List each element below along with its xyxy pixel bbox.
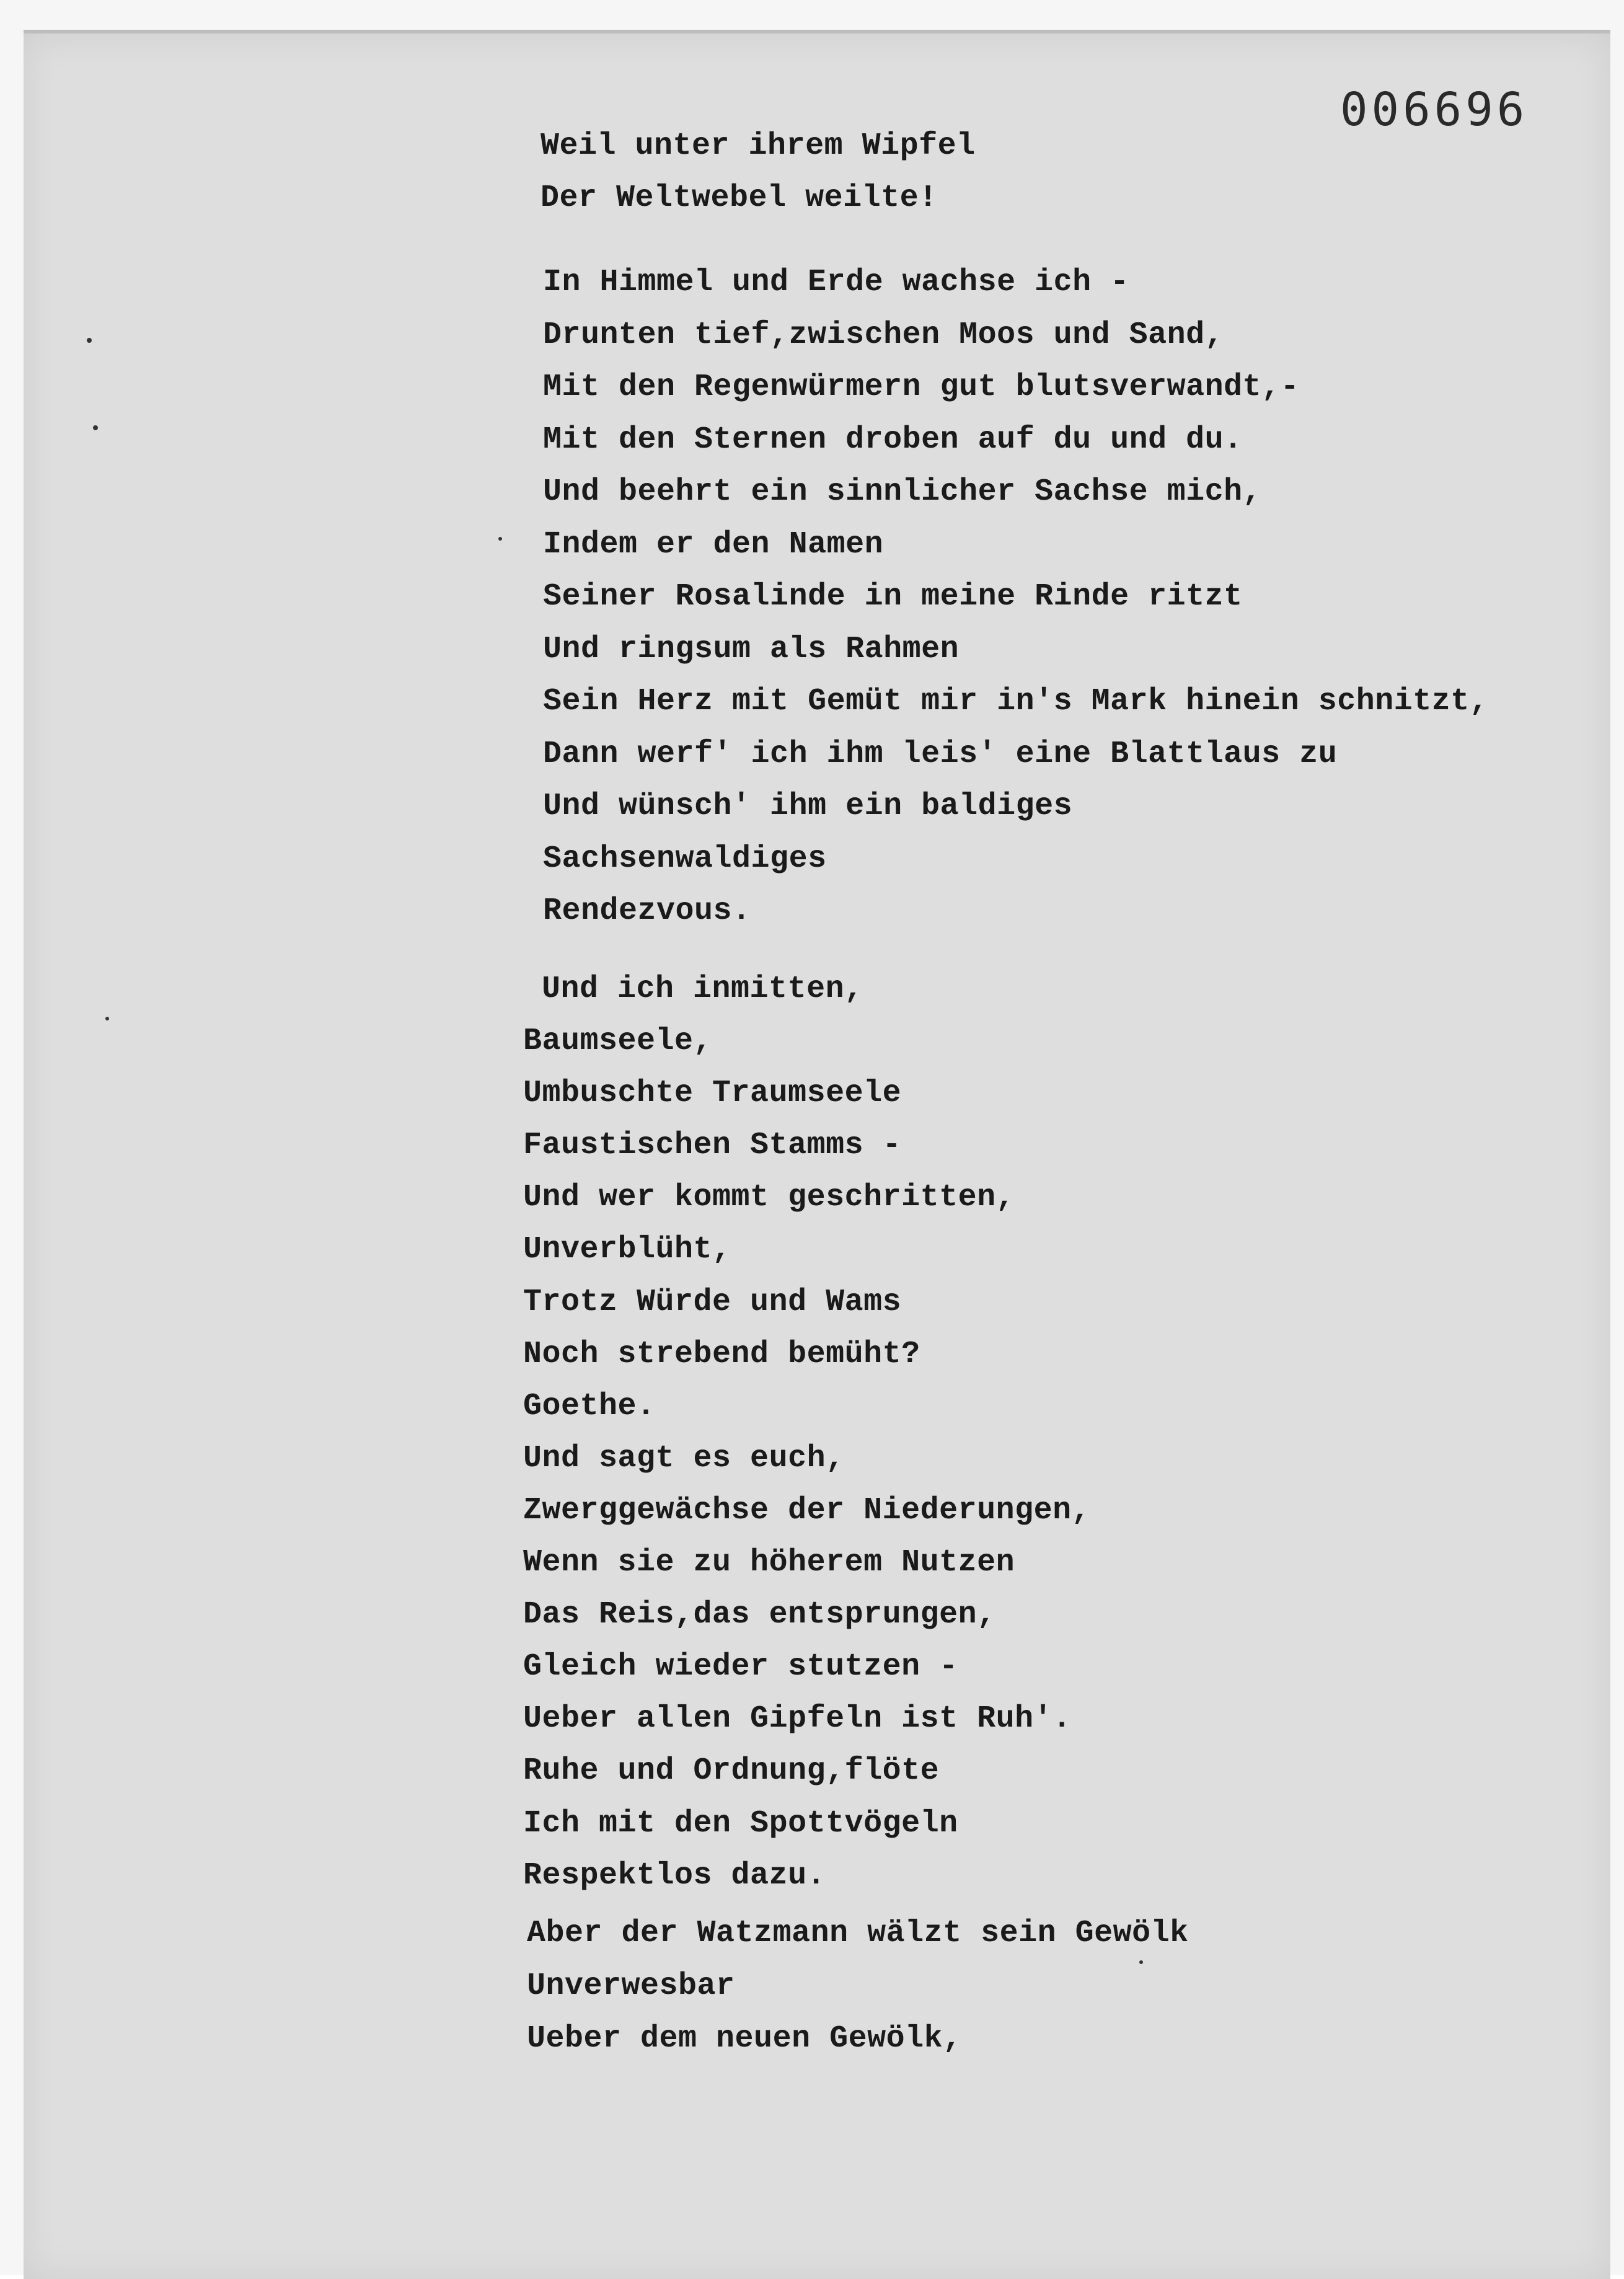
scan-speck xyxy=(498,537,502,541)
poem-line: Aber der Watzmann wälzt sein Gewölk xyxy=(527,1916,1189,1951)
poem-line: Dann werf' ich ihm leis' eine Blattlaus zu xyxy=(543,736,1338,772)
poem-line: Baumseele, xyxy=(523,1024,713,1060)
poem-line: Und wünsch' ihm ein baldiges xyxy=(543,789,1073,824)
scan-speck xyxy=(93,425,98,430)
poem-line: Wenn sie zu höherem Nutzen xyxy=(523,1545,1015,1581)
poem-line: Zwerggewächse der Niederungen, xyxy=(523,1492,1091,1528)
scan-speck xyxy=(1139,1960,1143,1964)
stanza-2 xyxy=(543,257,1488,938)
poem-line: Das Reis,das entsprungen, xyxy=(523,1597,996,1633)
scan-speck xyxy=(105,1017,109,1020)
poem-line: Faustischen Stamms - xyxy=(523,1128,902,1164)
stanza-3 xyxy=(523,963,1090,1902)
poem-line: Der Weltwebel weilte! xyxy=(541,180,938,216)
poem-line: Respektlos dazu. xyxy=(523,1857,826,1893)
poem-line: Und beehrt ein sinnlicher Sachse mich, xyxy=(543,474,1262,510)
poem-line: Unverwesbar xyxy=(527,1968,735,2004)
poem-line: Noch strebend bemüht? xyxy=(523,1336,920,1372)
poem-line: Sein Herz mit Gemüt mir in's Mark hinein schnitzt, xyxy=(543,684,1489,719)
poem-line: Goethe. xyxy=(523,1388,656,1424)
poem-line: In Himmel und Erde wachse ich - xyxy=(543,265,1129,300)
poem-line: Und ringsum als Rahmen xyxy=(543,631,960,667)
poem-line: Ruhe und Ordnung,flöte xyxy=(523,1753,940,1789)
poem-line: Gleich wieder stutzen - xyxy=(523,1649,958,1685)
poem-line: Drunten tief,zwischen Moos und Sand, xyxy=(543,317,1224,353)
stanza-4 xyxy=(527,1907,1189,2065)
poem-line: Und ich inmitten, xyxy=(542,971,863,1007)
poem-line: Unverblüht, xyxy=(523,1232,731,1268)
poem-line: Ueber dem neuen Gewölk, xyxy=(527,2021,962,2056)
poem-line: Ueber allen Gipfeln ist Ruh'. xyxy=(523,1701,1072,1737)
stanza-1 xyxy=(541,120,976,224)
document-number: 006696 xyxy=(1340,83,1529,136)
poem-line: Seiner Rosalinde in meine Rinde ritzt xyxy=(543,579,1243,614)
poem-line: Mit den Sternen droben auf du und du. xyxy=(543,422,1243,458)
poem-line: Sachsenwaldiges xyxy=(543,841,827,877)
scan-speck xyxy=(87,338,92,343)
poem-line: Ich mit den Spottvögeln xyxy=(523,1805,958,1841)
poem-line: Mit den Regenwürmern gut blutsverwandt,- xyxy=(543,370,1300,405)
poem-line: Indem er den Namen xyxy=(543,526,884,562)
poem-line: Weil unter ihrem Wipfel xyxy=(541,128,976,164)
poem-line: Und wer kommt geschritten, xyxy=(523,1180,1015,1216)
poem-line: Rendezvous. xyxy=(543,893,751,929)
poem-line: Und sagt es euch, xyxy=(523,1440,845,1476)
poem-line: Trotz Würde und Wams xyxy=(523,1284,902,1320)
poem-line: Umbuschte Traumseele xyxy=(523,1076,902,1112)
